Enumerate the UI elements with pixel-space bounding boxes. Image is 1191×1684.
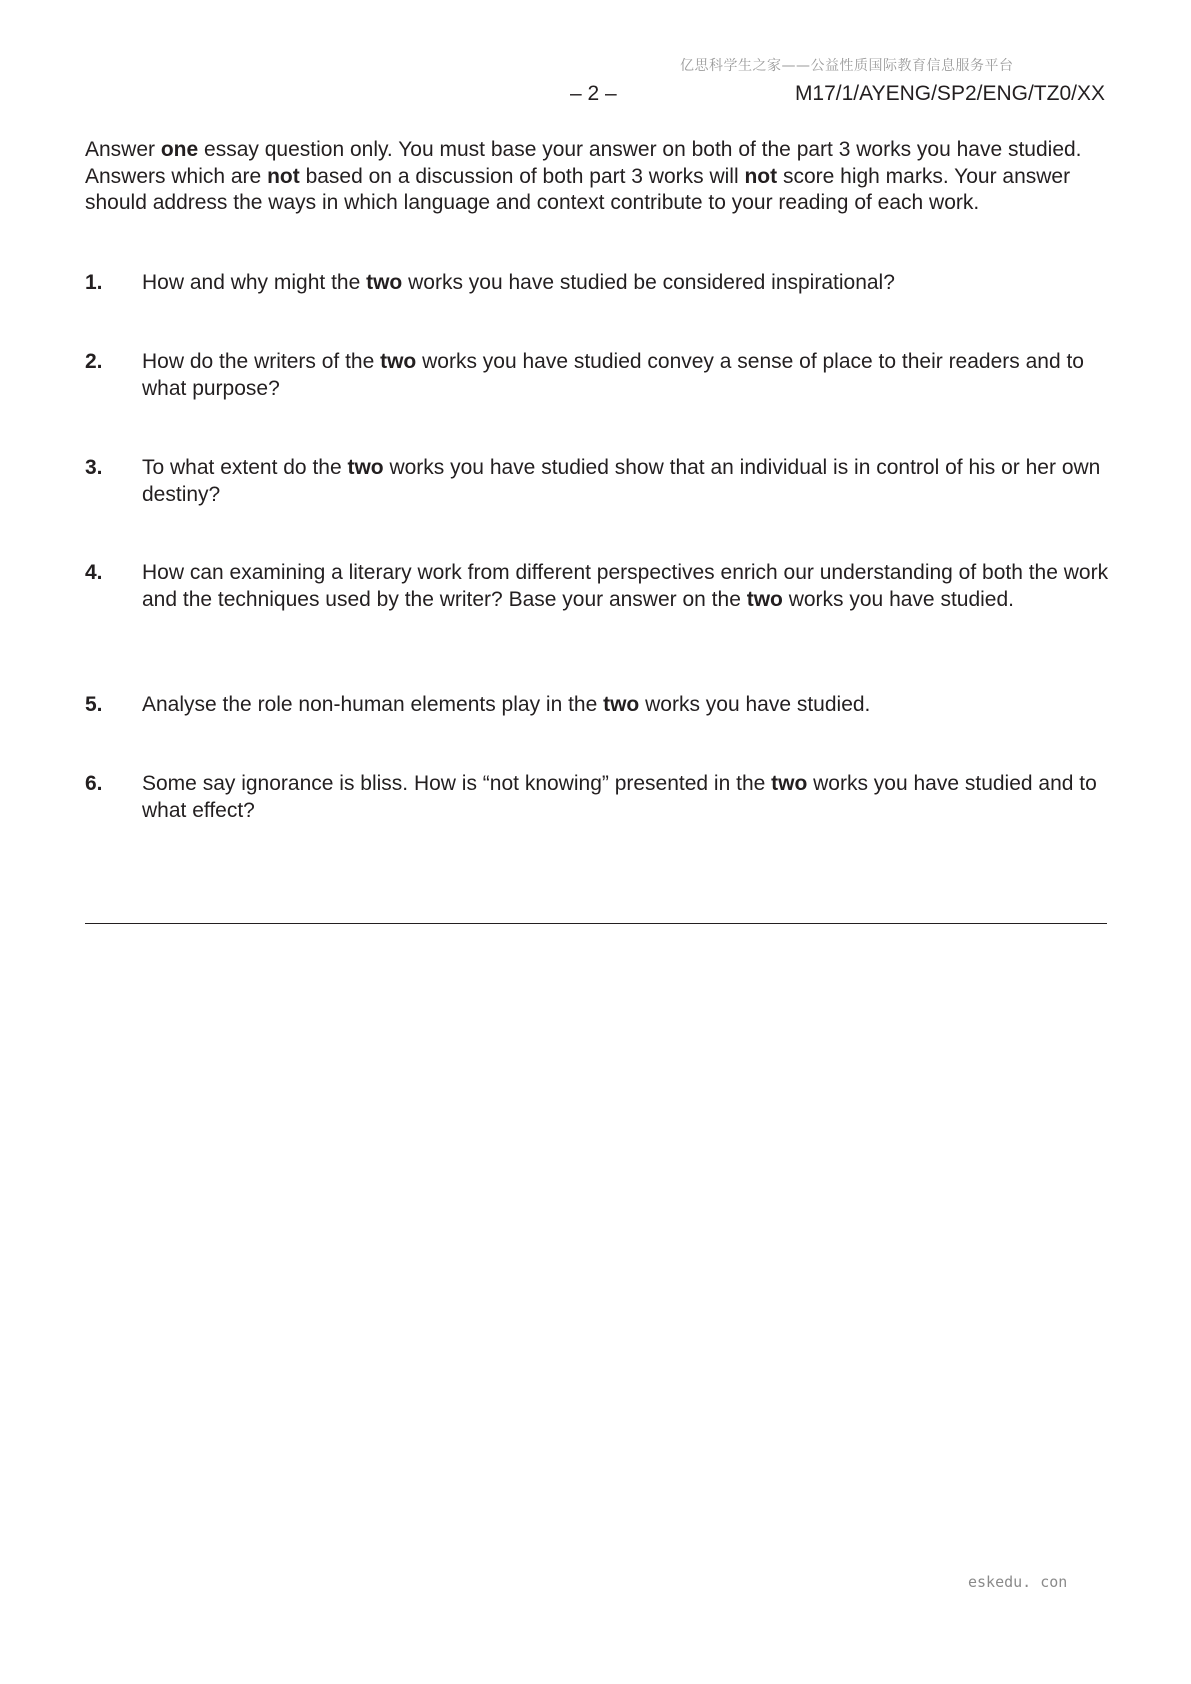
question-text: How do the writers of the two works you have studied convey a sense of place to their readers and to what purpose? <box>142 350 1084 400</box>
question-item <box>85 349 1110 402</box>
instructions-text: Answer <box>85 138 161 161</box>
section-divider <box>85 923 1107 924</box>
question-emphasis: two <box>771 772 808 795</box>
question-emphasis: two <box>380 350 417 373</box>
question-text: Analyse the role non-human elements play in the two works you have studied. <box>142 693 871 716</box>
page-number: – 2 – <box>570 82 617 105</box>
question-text: Some say ignorance is bliss. How is “not knowing” presented in the two works you have studied and to what effect? <box>142 772 1097 822</box>
question-emphasis: two <box>347 456 384 479</box>
instructions-emphasis: not <box>267 164 300 188</box>
question-number: 1. <box>85 271 103 294</box>
question-number: 3. <box>85 456 103 479</box>
instructions-text: essay question only. You must base your answer on both of the part 3 works you have studied. Answers which are <box>85 138 1082 188</box>
question-number: 6. <box>85 772 103 795</box>
question-item <box>85 270 1110 297</box>
document-code: M17/1/AYENG/SP2/ENG/TZ0/XX <box>794 82 1105 105</box>
question-number: 4. <box>85 561 103 584</box>
question-emphasis: two <box>746 587 783 611</box>
question-item <box>85 560 1110 613</box>
question-number: 5. <box>85 693 103 716</box>
question-item <box>85 455 1110 508</box>
footer-watermark: eskedu. con <box>968 1573 1068 1591</box>
instructions-emphasis: not <box>744 164 778 188</box>
instructions-text: based on a discussion of both part 3 works will <box>299 164 745 188</box>
question-text: To what extent do the two works you have studied show that an individual is in control of his or her own destiny? <box>142 456 1101 506</box>
question-item <box>85 692 1110 719</box>
question-text: How and why might the two works you have studied be considered inspirational? <box>142 271 895 294</box>
question-emphasis: two <box>603 693 640 716</box>
instructions-emphasis: one <box>160 138 199 161</box>
exam-instructions <box>85 137 1110 217</box>
question-number: 2. <box>85 350 103 373</box>
question-item <box>85 771 1110 824</box>
instructions-text: score high marks. Your answer should address the ways in which language and context contribute to your reading of each work. <box>85 164 1071 214</box>
question-emphasis: two <box>366 271 403 294</box>
question-text: How can examining a literary work from different perspectives enrich our understanding of both the work and the techniques used by the writer? Base your answer on the two works you have studied. <box>142 561 1109 611</box>
header-watermark: 亿思科学生之家——公益性质国际教育信息服务平台 <box>680 58 1014 74</box>
